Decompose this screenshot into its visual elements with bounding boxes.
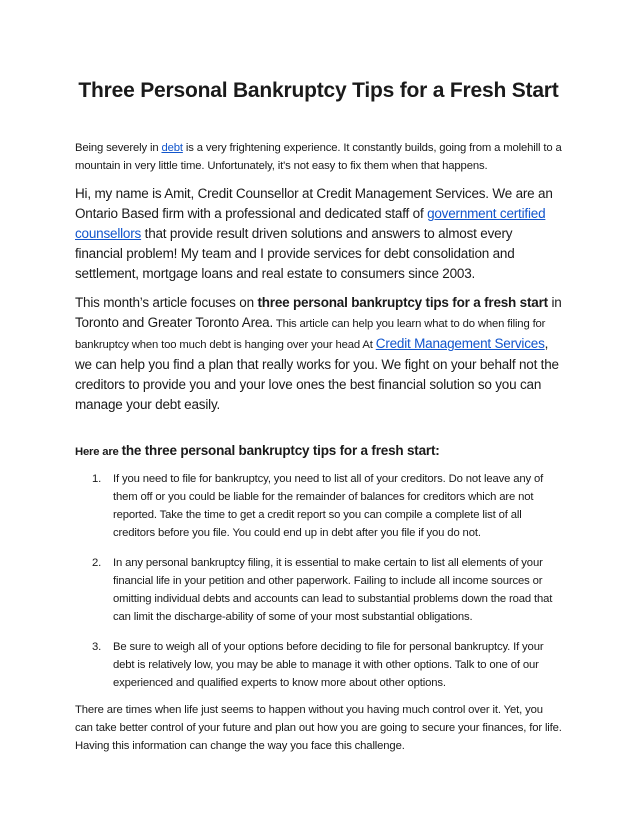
article-lead: This month’s article focuses on: [75, 295, 258, 310]
article-bold-phrase: three personal bankruptcy tips for a fresh start: [257, 295, 548, 310]
about-text-before: Hi, my name is Amit, Credit Counsellor at Credit Management Services. We are an Ontario Based firm with a professional and dedicated staff of: [75, 186, 553, 221]
tip-number: 3.: [92, 641, 102, 653]
debt-link[interactable]: debt: [161, 142, 183, 154]
article-after-bold: in Toronto and Greater Toronto Area.: [75, 295, 562, 330]
tip-item: [75, 554, 562, 626]
intro-paragraph: [75, 139, 562, 175]
article-after-link: , we can help you find a plan that really works for you. We fight on your behalf not the creditors to provide you and your love ones the best financial solution so you can manage your debt easily.: [75, 336, 559, 412]
tip-item: [75, 470, 562, 542]
about-paragraph: [75, 184, 562, 284]
certified-counsellors-link[interactable]: government certified counsellors: [75, 206, 546, 241]
tip-item: [75, 638, 562, 692]
tip-number: 1.: [92, 473, 102, 485]
tips-heading-main: the three personal bankruptcy tips for a fresh start:: [121, 443, 440, 458]
about-text-after: that provide result driven solutions and answers to almost every financial problem! My team and I provide services for debt consolidation and settlement, mortgage loans and real estate to consumers since 2003.: [75, 226, 515, 281]
tip-text: Be sure to weigh all of your options before deciding to file for personal bankruptcy. If your debt is relatively low, you may be able to manage it with other options. Talk to one of our experienced and qualified experts to know more about other options.: [113, 641, 544, 689]
tips-list: [75, 470, 562, 692]
tip-text: In any personal bankruptcy filing, it is essential to make certain to list all elements of your financial life in your petition and other paperwork. Failing to include all income sources or omitting individual debts and accounts can lead to substantial problems down the road that can limit the discharge-ability of some of your most substantial obligations.: [113, 557, 553, 623]
tips-heading-prefix: Here are: [75, 446, 122, 458]
article-small-text: This article can help you learn what to do when filing for bankruptcy when too much debt is hanging over your head At: [75, 318, 546, 351]
credit-management-services-link[interactable]: Credit Management Services: [375, 336, 545, 351]
closing-paragraph: There are times when life just seems to happen without you having much control over it. Yet, you can take better control of your future and plan out how you are going to secure your finances, for life. Having this information can change the way you face this challenge.: [75, 704, 562, 752]
intro-text-before: Being severely in: [75, 142, 162, 154]
intro-text-after: is a very frightening experience. It constantly builds, going from a molehill to a mountain in very little time. Unfortunately, it's not easy to fix them when that happens.: [75, 142, 562, 172]
article-paragraph: [75, 293, 562, 415]
tip-number: 2.: [92, 557, 102, 569]
tips-heading: [75, 442, 562, 461]
tip-text: If you need to file for bankruptcy, you need to list all of your creditors. Do not leave any of them off or you could be liable for the remainder of balances for creditors which are not reported. Take the time to get a credit report so you can compile a complete list of all creditors before you file. You could end up in debt after you file if you do not.: [113, 473, 544, 539]
document-title: Three Personal Bankruptcy Tips for a Fresh Start: [78, 79, 559, 102]
